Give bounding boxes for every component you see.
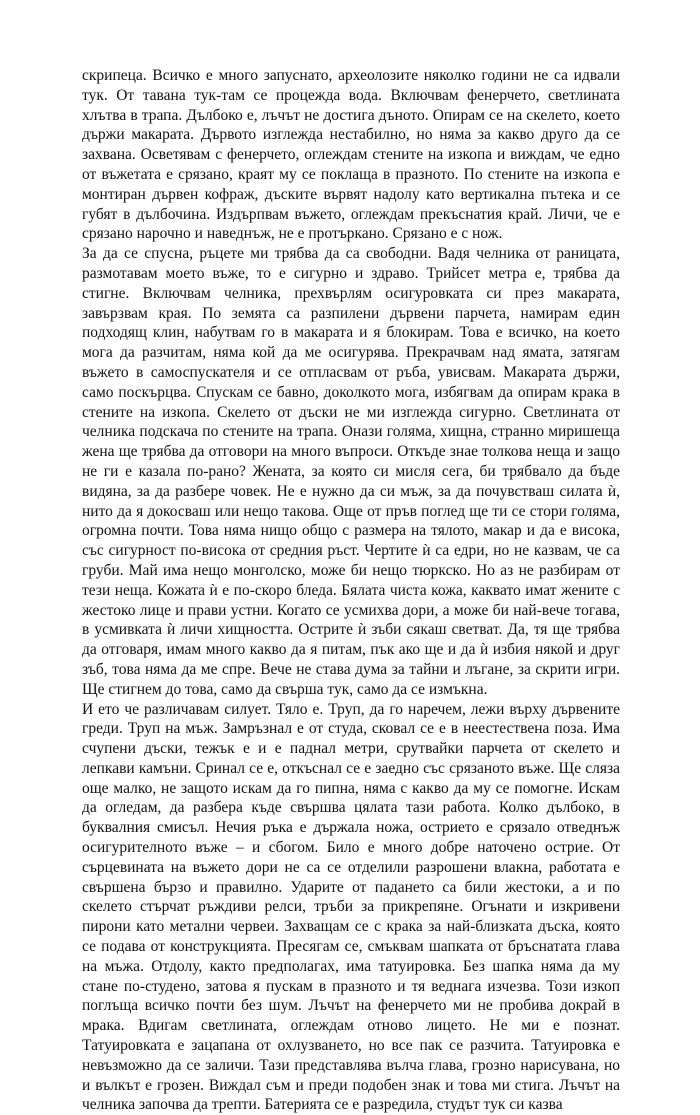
paragraph: За да се спусна, ръцете ми трябва да са свободни. Вадя челника от раницата, размотавам моето въже, то е сигурно и здраво. Трийсет метра е, трябва да стигне. Включвам челника, прехвърлям осигуровката си през макарата, завързвам края. По земята са разпилени дървени парчета, намирам един подходящ клин, набутвам го в макарата и я блокирам. Това е всичко, на което мога да разчитам, няма кой да ме осигурява. Прекрачвам над ямата, затягам въжето в самоспускателя и се отпласвам от ръба, увисвам. Макарата държи, само поскърцва. Спускам се бавно, доколкото мога, избягвам да опирам крака в стените на изкопа. Скелето от дъски не ми изглежда сигурно. Светлината от челника подскача по стените на трапа. Онази голяма, хищна, странно миришеща жена ще трябва да отговори на много въпроси. Откъде знае толкова неща и защо не ги е казала по-рано? Жената, за която си мисля сега, би трябвало да бъде видяна, за да разбере човек. Не е нужно да си мъж, за да почувстваш силата ѝ, нито да я докосваш или нещо такова. Още от пръв поглед ще ти се стори голяма, огромна почти. Това няма нищо общо с размера на тялото, макар и да е висока, със сигурност по-висока от средния ръст. Чертите ѝ са едри, но не казвам, че са груби. Май има нещо монголско, може би нещо тюркско. Но аз не разбирам от тези неща. Кожата ѝ е по-скоро бледа. Бялата чиста кожа, каквато имат жените с жестоко лице и прави устни. Когато се усмихва дори, а може би най-вече тогава, в усмивката ѝ личи хищността. Острите ѝ зъби сякаш светват. Да, тя ще трябва да отговаря, имам много какво да я питам, пък ако ще и да ѝ избия някой и друг зъб, това няма да ме спре. Вече не става дума за тайни и лъгане, за скрити игри. Ще стигнем до това, само да свърша тук, само да се измъкна. xyxy=(82,244,620,699)
paragraph: скрипеца. Всичко е много запуснато, археолозите няколко години не са идвали тук. От тавана тук-там се процежда вода. Включвам фенерчето, светлината хлътва в трапа. Дълбоко е, лъчът не достига дъното. Опирам се на скелето, което държи макарата. Дървото изглежда нестабилно, но няма за какво друго да се захвана. Осветявам с фенерчето, оглеждам стените на изкопа и виждам, че едно от въжетата е срязано, краят му се поклаща в празното. По стените на изкопа е монтиран дървен кофраж, дъските вървят надолу като вертикална пътека и се губят в дълбочина. Издърпвам въжето, оглеждам прекъснатия край. Личи, че е срязано нарочно и наведнъж, не е протъркано. Срязано е с нож. xyxy=(82,66,620,244)
document-body xyxy=(82,66,620,1115)
paragraph: И ето че различавам силует. Тяло е. Труп, да го наречем, лежи върху дървените греди. Труп на мъж. Замръзнал е от студа, сковал се е в неестествена поза. Има счупени дъски, тежък е и е паднал метри, срутвайки парчета от скелето и лепкави камъни. Сринал се е, откъснал се е заедно със срязаното въже. Ще сляза още малко, не защото искам да го пипна, няма с какво да му се помогне. Искам да огледам, да разбера къде свършва цялата тази работа. Колко дълбоко, в буквалния смисъл. Нечия ръка е държала ножа, острието е срязало отведнъж осигурителното въже – и сбогом. Било е много добре наточено острие. От сърцевината на въжето дори не са се отделили разрошени влакна, работата е свършена бързо и правилно. Ударите от падането са били жестоки, а и по скелето стърчат ръждиви релси, тръби за прикрепяне. Огънати и изкривени пирони като метални червеи. Захващам се с крака за най-близката дъска, която се подава от конструкцията. Пресягам се, смъквам шапката от бръснатата глава на мъжа. Отдолу, както предполагах, има татуировка. Без шапка няма да му стане по-студено, затова я пускам в празното и тя веднага изчезва. Този изкоп поглъща всичко почти без шум. Лъчът на фенерчето ми не пробива докрай в мрака. Вдигам светлината, оглеждам отново лицето. Не ми е познат. Татуировката е зацапана от охлузването, но все пак се разчита. Татуировка е невъзможно да се заличи. Тази представлява вълча глава, грозно нарисувана, но и вълкът е грозен. Виждал съм и преди подобен знак и това ми стига. Лъчът на челника започва да трепти. Батерията се е разредила, студът тук си казва xyxy=(82,700,620,1115)
